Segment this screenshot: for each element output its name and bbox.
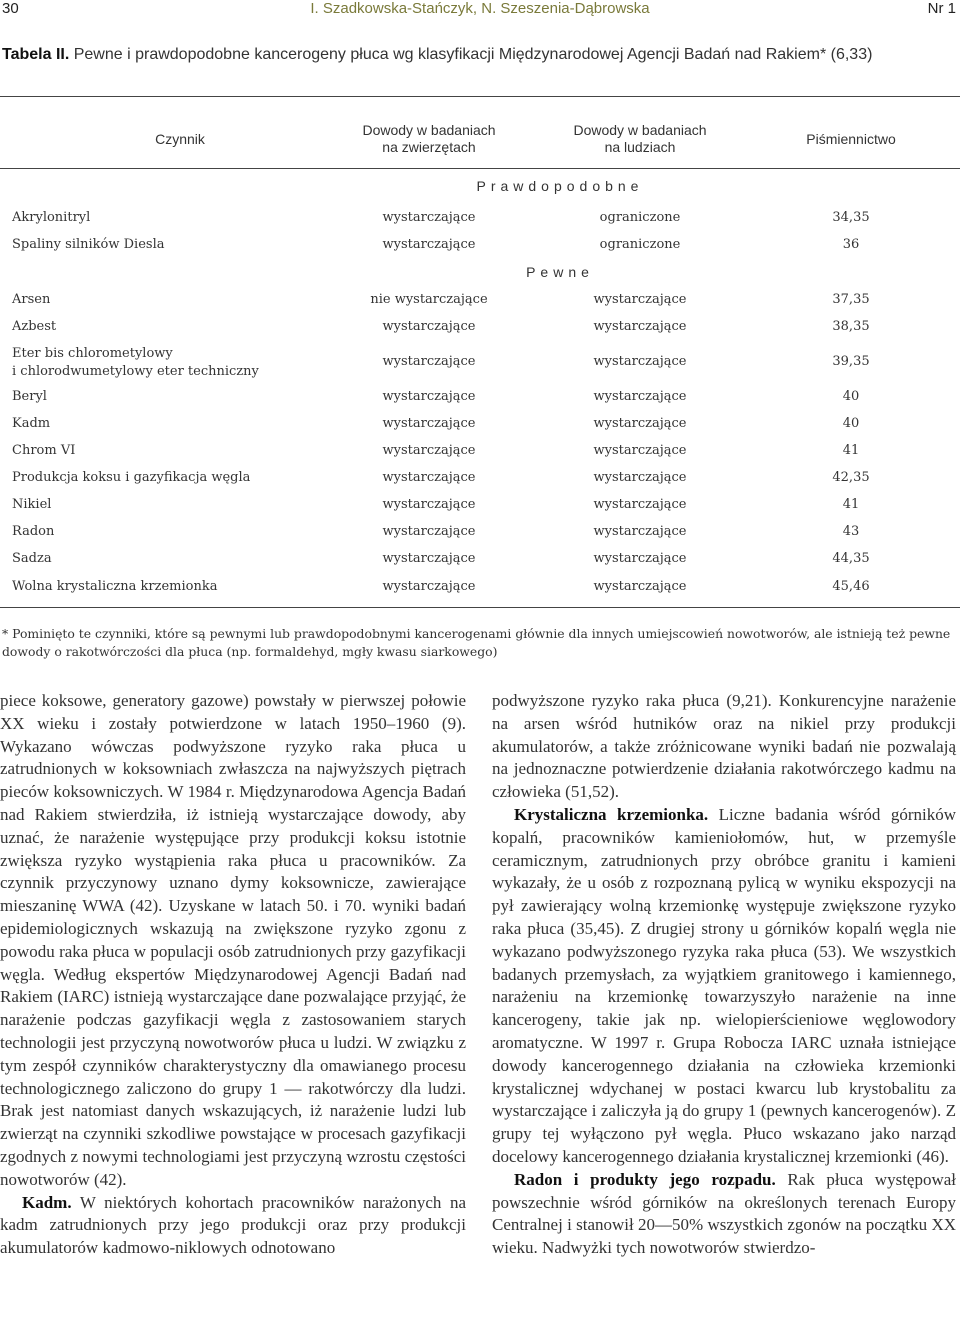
cell-factor: Wolna krystaliczna krzemionka bbox=[12, 579, 218, 594]
cell-refs: 45,46 bbox=[832, 579, 870, 594]
cell-refs: 41 bbox=[842, 443, 860, 458]
cell-factor: Sadza bbox=[12, 551, 52, 566]
cell-refs: 39,35 bbox=[832, 354, 870, 369]
table-label: Tabela II. bbox=[2, 46, 70, 63]
col-header-refs: Piśmiennictwo bbox=[806, 131, 896, 147]
cell-animal: wystarczające bbox=[382, 389, 476, 404]
cell-factor bbox=[12, 345, 259, 381]
cell-animal: wystarczające bbox=[382, 237, 476, 252]
section-heading: Radon i produkty jego rozpadu. bbox=[514, 1169, 776, 1189]
cell-animal: wystarczające bbox=[382, 470, 476, 485]
paragraph-text: W niektórych kohortach pracowników narażonych na kadm zatrudnionych przy jego produkcji oraz przy produkcji akumulatorów kadmowo-niklowych odnotowano bbox=[0, 1192, 466, 1258]
running-authors: I. Szadkowska-Stańczyk, N. Szeszenia-Dąbrowska bbox=[310, 0, 650, 17]
cell-factor-line1: Eter bis chlorometylowy bbox=[12, 346, 173, 361]
cell-human: wystarczające bbox=[593, 579, 687, 594]
section-heading: Krystaliczna krzemionka. bbox=[514, 804, 709, 824]
cell-refs: 44,35 bbox=[832, 551, 870, 566]
cell-human: wystarczające bbox=[593, 292, 687, 307]
cell-factor: Akrylonitryl bbox=[12, 210, 91, 225]
table-row bbox=[0, 497, 960, 517]
cell-animal: wystarczające bbox=[382, 319, 476, 334]
paragraph bbox=[492, 804, 956, 1169]
cell-refs: 42,35 bbox=[832, 470, 870, 485]
table-row bbox=[0, 319, 960, 339]
table-header-rule bbox=[0, 168, 960, 169]
cell-factor: Radon bbox=[12, 524, 55, 539]
cell-refs: 38,35 bbox=[832, 319, 870, 334]
table-row bbox=[0, 210, 960, 230]
body-column-left bbox=[0, 690, 466, 1260]
issue-number: Nr 1 bbox=[927, 0, 956, 17]
cell-animal: wystarczające bbox=[382, 551, 476, 566]
table-title: Pewne i prawdopodobne kancerogeny płuca wg klasyfikacji Międzynarodowej Agencji Badań nad Rakiem* (6,33) bbox=[73, 46, 873, 63]
cell-human: wystarczające bbox=[593, 443, 687, 458]
col-header-human: Dowody w badaniach na ludziach bbox=[573, 122, 707, 155]
paragraph: podwyższone ryzyko raka płuca (9,21). Konkurencyjne narażenie na arsen wśród hutników oraz na nikiel przy produkcji akumulatorów, a także zróżnicowane wyniki badań nie pozwalają na jednoznaczne potwierdzenie działania rakotwórczego kadmu na człowieka (51,52). bbox=[492, 691, 956, 802]
cell-animal: wystarczające bbox=[382, 210, 476, 225]
cell-factor: Produkcja koksu i gazyfikacja węgla bbox=[12, 470, 251, 485]
cell-human: wystarczające bbox=[593, 551, 687, 566]
cell-factor: Beryl bbox=[12, 389, 47, 404]
table-row bbox=[0, 237, 960, 257]
page-number: 30 bbox=[2, 0, 19, 17]
table-row bbox=[0, 443, 960, 463]
cell-factor: Arsen bbox=[12, 292, 51, 307]
col-header-factor: Czynnik bbox=[155, 131, 205, 147]
paragraph-text: Liczne badania wśród górników kopalń, pracowników kamieniołomów, hut, w przemyśle ceramicznym, zatrudnionych przy obróbce granitu i kamieni wykazały, że u osób z rozpoznaną pylicą w wyniku ekspozycji na pył zawierający wolną krzemionkę występuje zwiększone ryzyko raka płuca (35,45). Z drugiej strony u górników kopalń węgla nie wykazano podwyższonego ryzyka raka płuca (53). We wszystkich badanych przemysłach, za wyjątkiem granitowego i kamiennego, narażeniu na krzemionkę towarzyszyło narażenie na inne kancerogeny, takie jak np. wielopierścieniowe węglowodory aromatyczne. W 1997 r. Grupa Robocza IARC uznała istniejące dowody kancerogennego działania na człowieka krzemionki krystalicznej wdychanej w postaci kwarcu lub krystobalitu za wystarczające i zaliczyła ją do grupy 1 (pewnych kancerogenów). Z grupy tej wyłączono pył węgla. Płuco wskazano jako narząd docelowy kancerogennego działania krystalicznej krzemionki (46). bbox=[492, 804, 956, 1166]
cell-animal: wystarczające bbox=[382, 443, 476, 458]
table-top-rule bbox=[0, 96, 960, 97]
cell-refs: 37,35 bbox=[832, 292, 870, 307]
col-header-animal: Dowody w badaniach na zwierzętach bbox=[362, 122, 496, 155]
cell-human: wystarczające bbox=[593, 354, 687, 369]
cell-human: wystarczające bbox=[593, 319, 687, 334]
paragraph bbox=[0, 1192, 466, 1260]
table-row bbox=[0, 551, 960, 571]
paragraph bbox=[492, 1169, 956, 1260]
table-row bbox=[0, 416, 960, 436]
cell-factor: Chrom VI bbox=[12, 443, 76, 458]
table-row bbox=[0, 470, 960, 490]
table-footnote: * Pominięto te czynniki, które są pewnymi lub prawdopodobnymi kancerogenami głównie dla innych umiejscowień nowotworów, ale istnieją też pewne dowody o rakotwórczości dla płuca (np. formaldehyd, mgły kwasu siarkowego) bbox=[2, 626, 951, 659]
cell-animal: wystarczające bbox=[382, 416, 476, 431]
table-caption bbox=[2, 43, 952, 67]
cell-factor-line2: i chlorodwumetylowy eter techniczny bbox=[12, 364, 259, 379]
cell-animal: wystarczające bbox=[382, 354, 476, 369]
cell-refs: 40 bbox=[842, 416, 860, 431]
cell-factor: Azbest bbox=[12, 319, 57, 334]
table-row bbox=[0, 389, 960, 409]
table-row bbox=[0, 292, 960, 312]
cell-animal: wystarczające bbox=[382, 579, 476, 594]
cell-factor: Nikiel bbox=[12, 497, 52, 512]
cell-human: wystarczające bbox=[593, 389, 687, 404]
table-bottom-rule bbox=[0, 607, 960, 608]
cell-refs: 34,35 bbox=[832, 210, 870, 225]
cell-human: wystarczające bbox=[593, 470, 687, 485]
cell-animal: wystarczające bbox=[382, 497, 476, 512]
cell-animal: nie wystarczające bbox=[370, 292, 488, 307]
body-column-right bbox=[492, 690, 956, 1260]
cell-refs: 40 bbox=[842, 389, 860, 404]
table-row bbox=[0, 579, 960, 599]
section-heading: Kadm. bbox=[22, 1192, 72, 1212]
table-row bbox=[0, 345, 960, 385]
cell-human: wystarczające bbox=[593, 524, 687, 539]
cell-refs: 43 bbox=[842, 524, 860, 539]
cell-human: ograniczone bbox=[599, 237, 681, 252]
section-probable: Prawdopodobne bbox=[476, 178, 644, 194]
paragraph-text: Rak płuca występował powszechnie wśród górników na określonych terenach Europy Centralnej i stanowił 20—50% wszystkich zgonów na początku XX wieku. Nadwyżki tych nowotworów stwierdzo- bbox=[492, 1169, 957, 1258]
cell-factor: Kadm bbox=[12, 416, 51, 431]
paragraph: piece koksowe, generatory gazowe) powstały w pierwszej połowie XX wieku i zostały potwierdzone w latach 1950–1960 (9). Wykazano wówczas podwyższone ryzyko raka płuca u zatrudnionych w koksowniach zwłaszcza na najwyższych piętrach pieców koksowniczych. W 1984 r. Międzynarodowa Agencja Badań nad Rakiem stwierdziła, iż istnieją wystarczające dowody, aby uznać, że narażenie występujące przy produkcji koksu istotnie zwiększa ryzyko wystąpienia raka płuca u pracowników. Za czynnik przyczynowy uznano dymy koksownicze, zawierające mieszaninę WWA (42). Uzyskane w latach 50. i 70. wyniki badań epidemiologicznych wskazują na zwiększone ryzyko zgonu z powodu raka płuca w populacji osób zatrudnionych przy gazyfikacji węgla. Według ekspertów Międzynarodowej Agencji Badań nad Rakiem (IARC) istnieją wystarczające dane pozwalające przyjąć, że narażenie podczas gazyfikacji węgla z zastosowaniem starych technologii jest przyczyną nowotworów płuca u ludzi. W związku z tym zespół czynników charakterystyczny dla omawianego procesu technologicznego zaliczono do grupy 1 — rakotwórczy dla ludzi. Brak jest natomiast danych wskazujących, iż narażenie ludzi lub zwierząt na czynniki szkodliwe powstające w procesach gazyfikacji zgodnych z nowymi technologiami jest przyczyną wzrostu częstości nowotworów (42). bbox=[0, 691, 466, 1189]
section-certain: Pewne bbox=[526, 264, 594, 280]
table-row bbox=[0, 524, 960, 544]
cell-refs: 41 bbox=[842, 497, 860, 512]
cell-factor: Spaliny silników Diesla bbox=[12, 237, 165, 252]
cell-human: wystarczające bbox=[593, 416, 687, 431]
cell-refs: 36 bbox=[842, 237, 860, 252]
cell-human: ograniczone bbox=[599, 210, 681, 225]
running-header bbox=[0, 0, 960, 18]
cell-human: wystarczające bbox=[593, 497, 687, 512]
cell-animal: wystarczające bbox=[382, 524, 476, 539]
